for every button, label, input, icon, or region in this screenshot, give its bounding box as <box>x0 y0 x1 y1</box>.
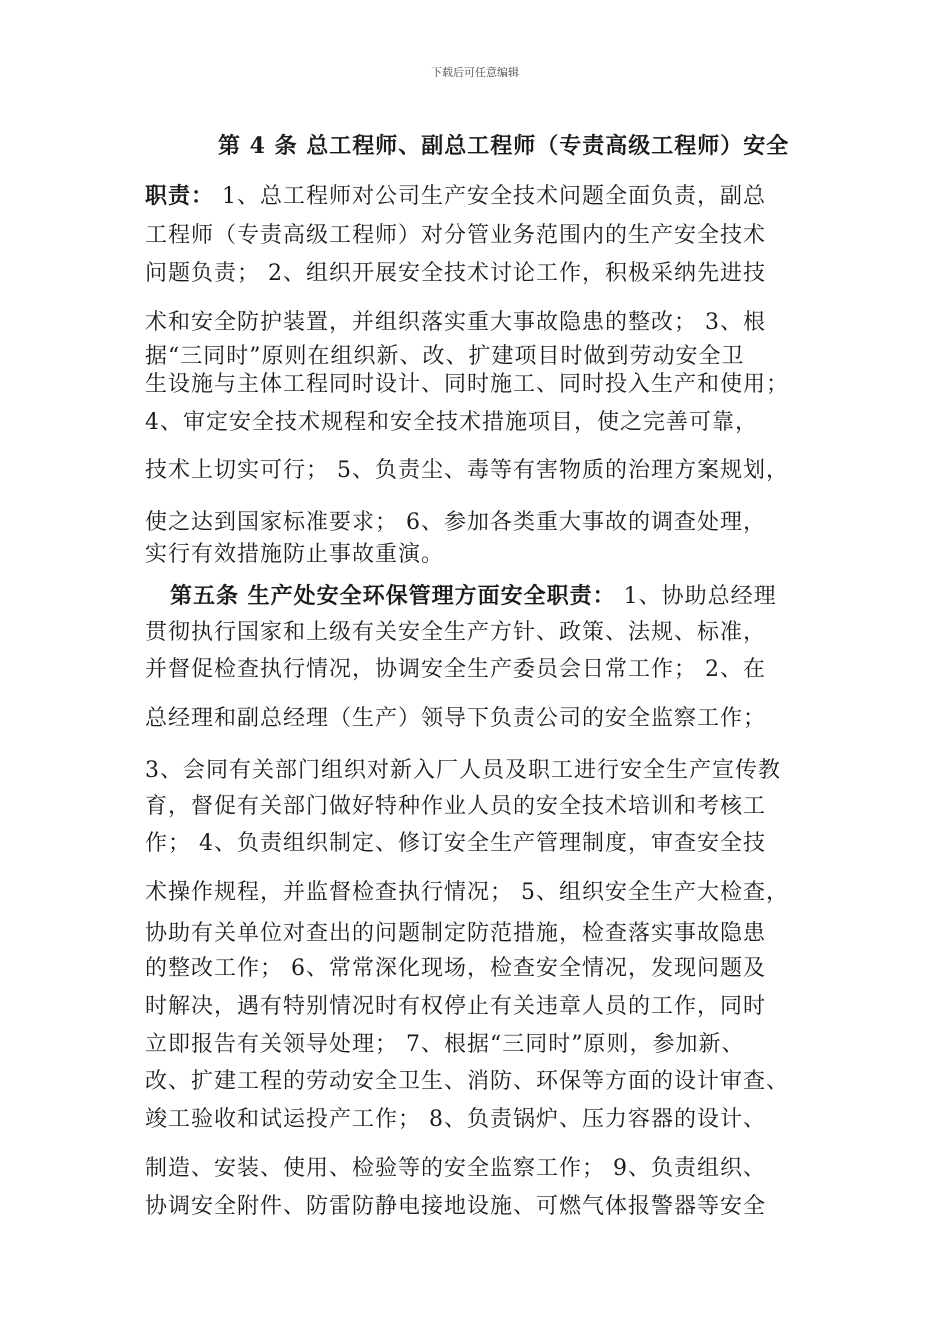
article-5-line-10: 的整改工作； 6、常常深化现场，检查安全情况，发现问题及 <box>145 956 766 981</box>
article-4-title-tail: 职责： <box>145 183 215 209</box>
article-5-line-12: 立即报告有关领导处理； 7、根据“三同时”原则，参加新、 <box>145 1032 745 1057</box>
article-4-line-8: 技术上切实可行； 5、负责尘、毒等有害物质的治理方案规划， <box>145 458 789 483</box>
article-5-line-8: 术操作规程，并监督检查执行情况； 5、组织安全生产大检查， <box>145 880 789 905</box>
page-header-note: 下载后可任意编辑 <box>431 66 519 79</box>
article-5-line-13: 改、扩建工程的劳动安全卫生、消防、环保等方面的设计审查、 <box>145 1069 790 1094</box>
article-5-line-4: 总经理和副总经理（生产）领导下负责公司的安全监察工作； <box>145 706 767 731</box>
article-5-line-6: 育，督促有关部门做好特种作业人员的安全技术培训和考核工 <box>145 794 767 819</box>
article-4-line-6: 生设施与主体工程同时设计、同时施工、同时投入生产和使用； <box>145 372 790 397</box>
article-5-line-9: 协助有关单位对查出的问题制定防范措施，检查落实事故隐患 <box>145 921 767 946</box>
article-5-line-3: 并督促检查执行情况，协调安全生产委员会日常工作； 2、在 <box>145 657 766 682</box>
article-5-line-11: 时解决，遇有特别情况时有权停止有关违章人员的工作，同时 <box>145 994 767 1019</box>
article-4-line-2: 工程师（专责高级工程师）对分管业务范围内的生产安全技术 <box>145 223 767 248</box>
article-4-line-4: 术和安全防护装置，并组织落实重大事故隐患的整改； 3、根 <box>145 310 766 335</box>
article-4-line-1 <box>145 182 766 211</box>
article-5-title: 第五条 生产处安全环保管理方面安全职责： <box>170 583 616 609</box>
article-5-line-2: 贯彻执行国家和上级有关安全生产方针、政策、法规、标准， <box>145 620 767 645</box>
article-4-text: 1、总工程师对公司生产安全技术问题全面负责，副总 <box>214 184 767 209</box>
article-5-line-16: 协调安全附件、防雷防静电接地设施、可燃气体报警器等安全 <box>145 1194 767 1219</box>
article-4-line-3: 问题负责； 2、组织开展安全技术讨论工作，积极采纳先进技 <box>145 261 766 286</box>
article-5-line-5: 3、会同有关部门组织对新入厂人员及职工进行安全生产宣传教 <box>145 758 781 783</box>
article-5-line-15: 制造、安装、使用、检验等的安全监察工作； 9、负责组织、 <box>145 1156 766 1181</box>
article-5-text: 1、协助总经理 <box>615 584 777 609</box>
article-5-line-14: 竣工验收和试运投产工作； 8、负责锅炉、压力容器的设计、 <box>145 1107 766 1132</box>
article-4-line-9: 使之达到国家标准要求； 6、参加各类重大事故的调查处理， <box>145 510 766 535</box>
article-4-line-7: 4、审定安全技术规程和安全技术措施项目，使之完善可靠， <box>145 410 758 435</box>
article-4-line-10: 实行有效措施防止事故重演。 <box>145 542 445 567</box>
article-5-line-7: 作； 4、负责组织制定、修订安全生产管理制度，审查安全技 <box>145 831 766 856</box>
article-4-title: 第 4 条 总工程师、副总工程师（专责高级工程师）安全 <box>218 133 790 159</box>
article-5-line-1 <box>170 582 777 611</box>
article-4-line-5: 据“三同时”原则在组织新、改、扩建项目时做到劳动安全卫 <box>145 344 745 369</box>
